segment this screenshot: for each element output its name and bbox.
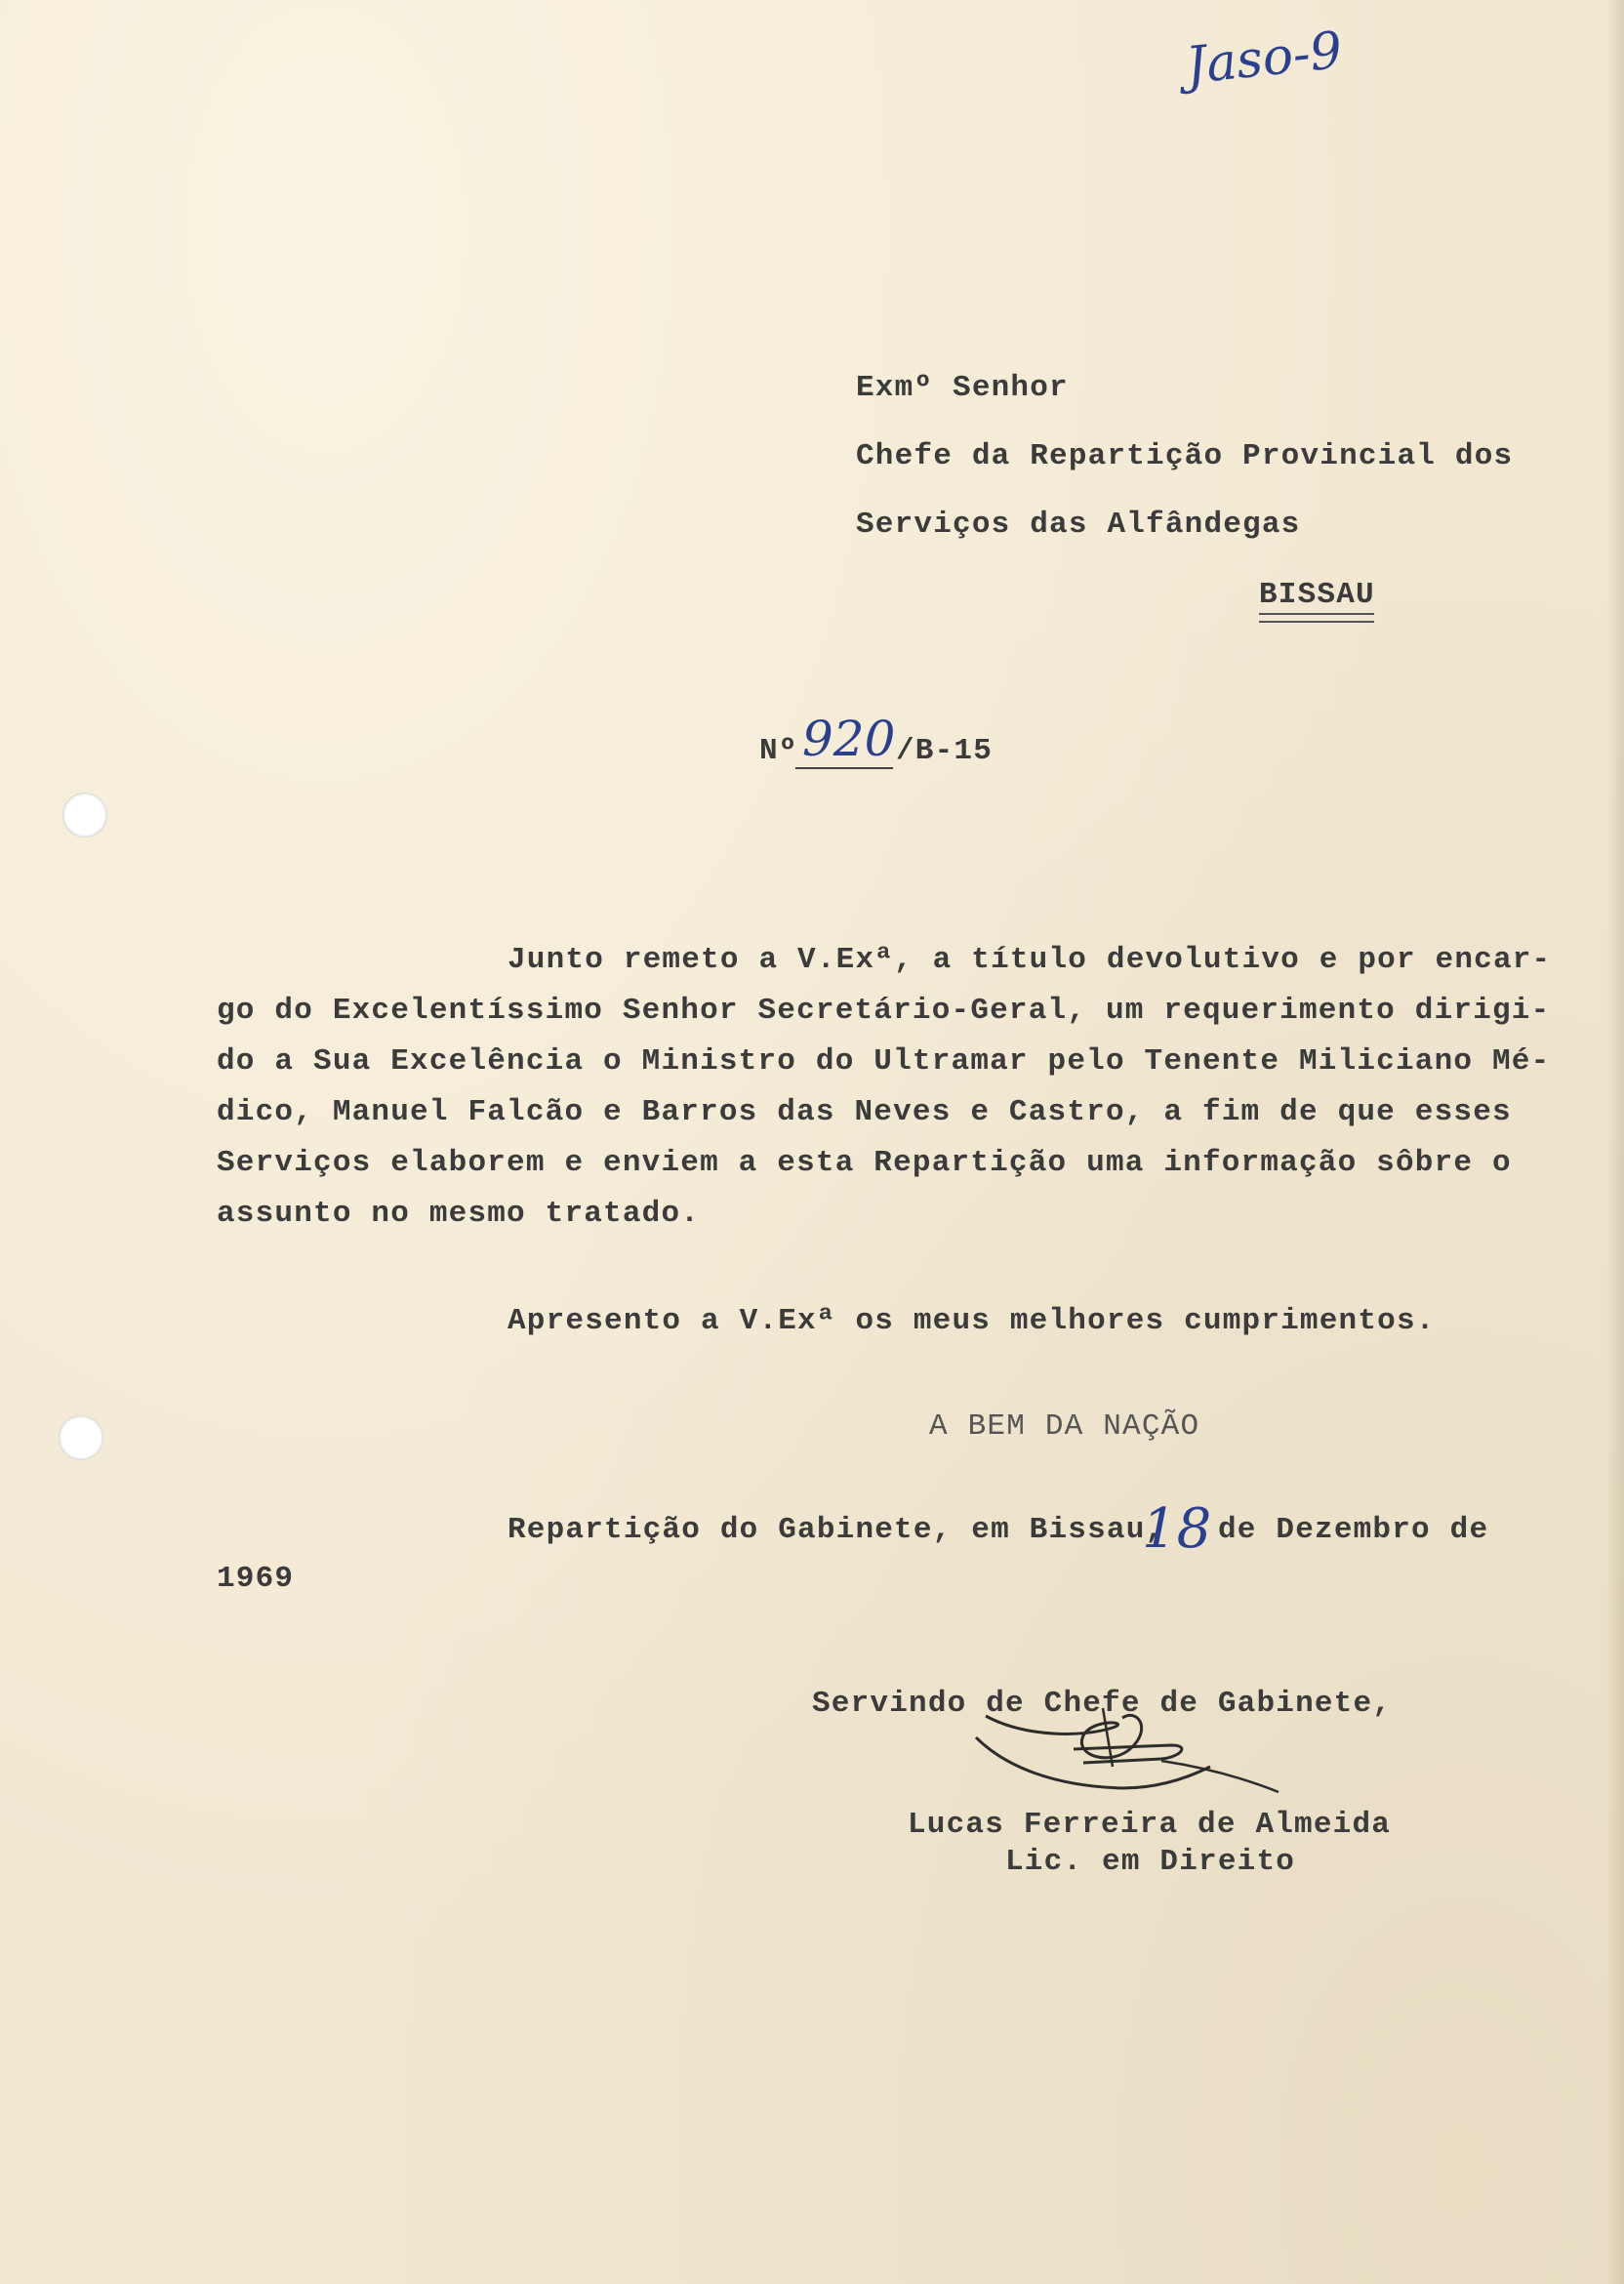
signatory-name: Lucas Ferreira de Almeida	[908, 1808, 1392, 1842]
reference-suffix: /B-15	[896, 734, 994, 768]
reference-number-handwritten: 920	[802, 711, 896, 767]
signatory-title: Lic. em Direito	[1005, 1845, 1296, 1879]
recipient-line-2: Serviços das Alfândegas	[856, 508, 1301, 542]
reference-prefix: Nº	[759, 734, 798, 768]
body-line-2: go do Excelentíssimo Senhor Secretário-Geral, um requerimento dirigi-	[217, 994, 1551, 1028]
body-line-1: Junto remeto a V.Exª, a título devolutivo e por encar-	[508, 943, 1552, 977]
body-line-6: assunto no mesmo tratado.	[217, 1197, 701, 1231]
day-handwritten: 18	[1142, 1497, 1212, 1561]
punch-hole-top	[62, 793, 107, 837]
page-edge-shadow	[1606, 0, 1624, 2284]
motto: A BEM DA NAÇÃO	[929, 1409, 1200, 1444]
reference-number-underline	[795, 767, 893, 769]
dateline-part-1: Repartição do Gabinete, em Bissau,	[508, 1513, 1165, 1547]
recipient-city: BISSAU	[1259, 578, 1375, 612]
dateline-part-2: de Dezembro de	[1218, 1513, 1489, 1547]
body-line-5: Serviços elaborem e enviem a esta Repartição uma informação sôbre o	[217, 1146, 1512, 1180]
handwritten-note: Jaso-9	[1183, 20, 1346, 97]
body-line-3: do a Sua Excelência o Ministro do Ultramar pelo Tenente Miliciano Mé-	[217, 1044, 1551, 1079]
signature-role: Servindo de Chefe de Gabinete,	[812, 1687, 1393, 1721]
body-line-4: dico, Manuel Falcão e Barros das Neves e Castro, a fim de que esses	[217, 1095, 1512, 1129]
dateline-year: 1969	[217, 1562, 295, 1596]
greeting: Apresento a V.Exª os meus melhores cumprimentos.	[508, 1304, 1436, 1338]
salutation: Exmº Senhor	[856, 371, 1069, 405]
city-double-underline	[1259, 613, 1374, 623]
punch-hole-bottom	[59, 1415, 103, 1460]
handwritten-signature	[966, 1698, 1298, 1806]
recipient-line-1: Chefe da Repartição Provincial dos	[856, 439, 1514, 473]
